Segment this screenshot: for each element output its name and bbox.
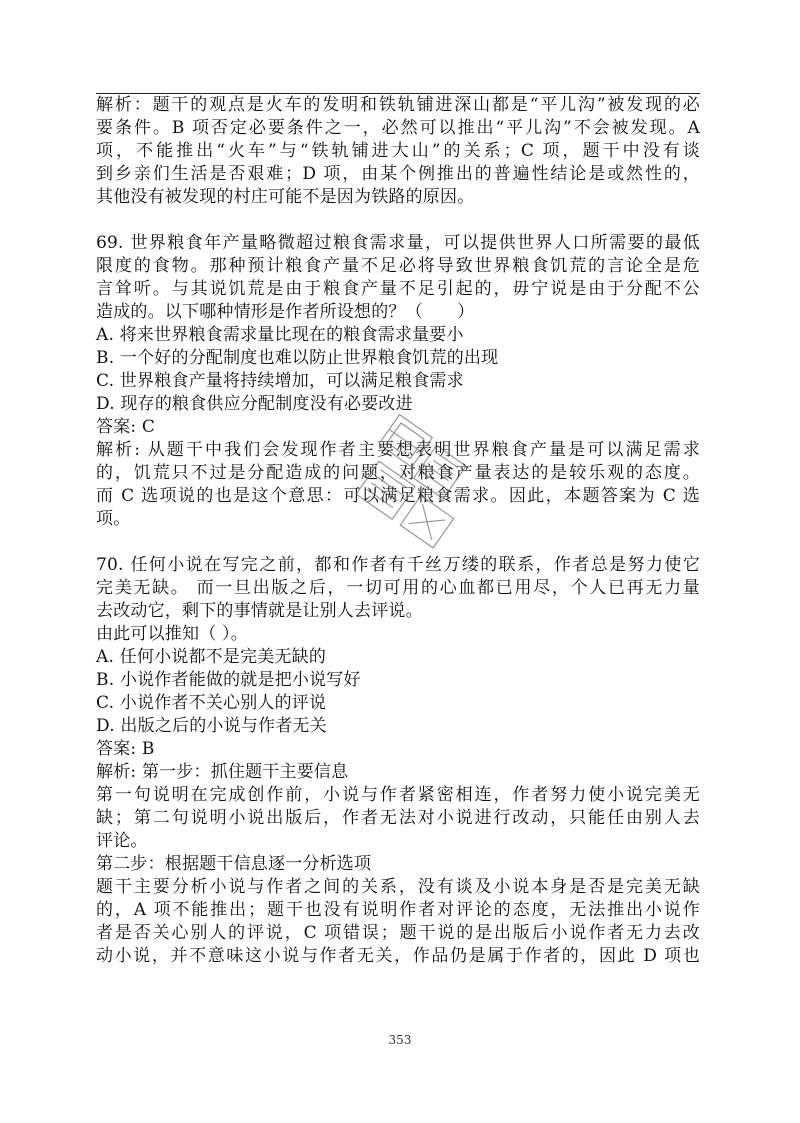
- analysis-line: 题干主要分析小说与作者之间的关系，没有谈及小说本身是否是完美无缺: [96, 877, 700, 897]
- analysis-line: 的，A 项不能推出；题干也没有说明作者对评论的态度，无法推出小说作: [96, 900, 700, 920]
- analysis-line: 动小说，并不意味这小说与作者无关，作品仍是属于作者的，因此 D 项也: [96, 946, 700, 966]
- text-line: 其他没有被发现的村庄可能不是因为铁路的原因。: [96, 187, 475, 207]
- analysis-line: 第二步：根据题干信息逐一分析选项: [96, 854, 372, 874]
- question-stem-line: 言耸听。与其说饥荒是由于粮食产量不足引起的，毋宁说是由于分配不公: [96, 279, 700, 299]
- analysis-line: 评论。: [96, 831, 148, 851]
- option-d: D. 现存的粮食供应分配制度没有必要改进: [96, 394, 413, 414]
- text-line: 解析：题干的观点是火车的发明和铁轨铺进深山都是“平儿沟”被发现的必: [96, 95, 700, 115]
- text-line: 项，不能推出“火车”与“铁轨铺进大山”的关系；C 项，题干中没有谈: [96, 141, 700, 161]
- question-stem-line: 70. 任何小说在写完之前，都和作者有千丝万缕的联系，作者总是努力使它: [96, 555, 700, 575]
- option-a: A. 将来世界粮食需求量比现在的粮食需求量要小: [96, 325, 464, 345]
- analysis-line: 解析: 第一步：抓住题干主要信息: [96, 762, 349, 782]
- question-70: [96, 554, 706, 968]
- option-a: A. 任何小说都不是完美无缺的: [96, 647, 327, 667]
- text-line: 到乡亲们生活是否艰难；D 项，由某个例推出的普遍性结论是或然性的，: [96, 164, 700, 184]
- answer-line: 答案: C: [96, 417, 156, 437]
- option-b: B. 一个好的分配制度也难以防止世界粮食饥荒的出现: [96, 348, 499, 368]
- page-number: 353: [388, 1033, 412, 1047]
- analysis-line: 第一句说明在完成创作前，小说与作者紧密相连，作者努力使小说完美无: [96, 785, 700, 805]
- option-c: C. 小说作者不关心别人的评说: [96, 693, 327, 713]
- answer-line: 答案: B: [96, 739, 155, 759]
- option-d: D. 出版之后的小说与作者无关: [96, 716, 327, 736]
- analysis-line: 者是否关心别人的评说，C 项错误；题干说的是出版后小说作者无力去改: [96, 923, 700, 943]
- analysis-line: 的，饥荒只不过是分配造成的问题，对粮食产量表达的是较乐观的态度。: [96, 463, 700, 483]
- page-content: [96, 94, 706, 968]
- analysis-line: 解析: 从题干中我们会发现作者主要想表明世界粮食产量是可以满足需求: [96, 440, 700, 460]
- analysis-line: 项。: [96, 509, 131, 529]
- text-line: 要条件。B 项否定必要条件之一，必然可以推出“平儿沟”不会被发现。A: [96, 118, 700, 138]
- option-c: C. 世界粮食产量将持续增加，可以满足粮食需求: [96, 371, 464, 391]
- question-stem-line: 完美无缺。 而一旦出版之后，一切可用的心血都已用尽，个人已再无力量: [96, 578, 700, 598]
- question-stem-line: 69. 世界粮食年产量略微超过粮食需求量，可以提供世界人口所需要的最低: [96, 233, 700, 253]
- question-stem-line: 造成的。以下哪种情形是作者所设想的？（ ）: [96, 302, 475, 322]
- question-stem-line: 去改动它，剩下的事情就是让别人去评说。: [96, 601, 423, 621]
- question-stem-line: 限度的食物。那种预计粮食产量不足必将导致世界粮食饥荒的言论全是危: [96, 256, 700, 276]
- question-69: [96, 232, 706, 531]
- question-stem-line: 由此可以推知（ ）。: [96, 624, 248, 644]
- analysis-line: 缺；第二句说明小说出版后，作者无法对小说进行改动，只能任由别人去: [96, 808, 700, 828]
- option-b: B. 小说作者能做的就是把小说写好: [96, 670, 361, 690]
- prev-question-analysis: [96, 94, 706, 209]
- analysis-line: 而 C 选项说的也是这个意思：可以满足粮食需求。因此，本题答案为 C 选: [96, 486, 700, 506]
